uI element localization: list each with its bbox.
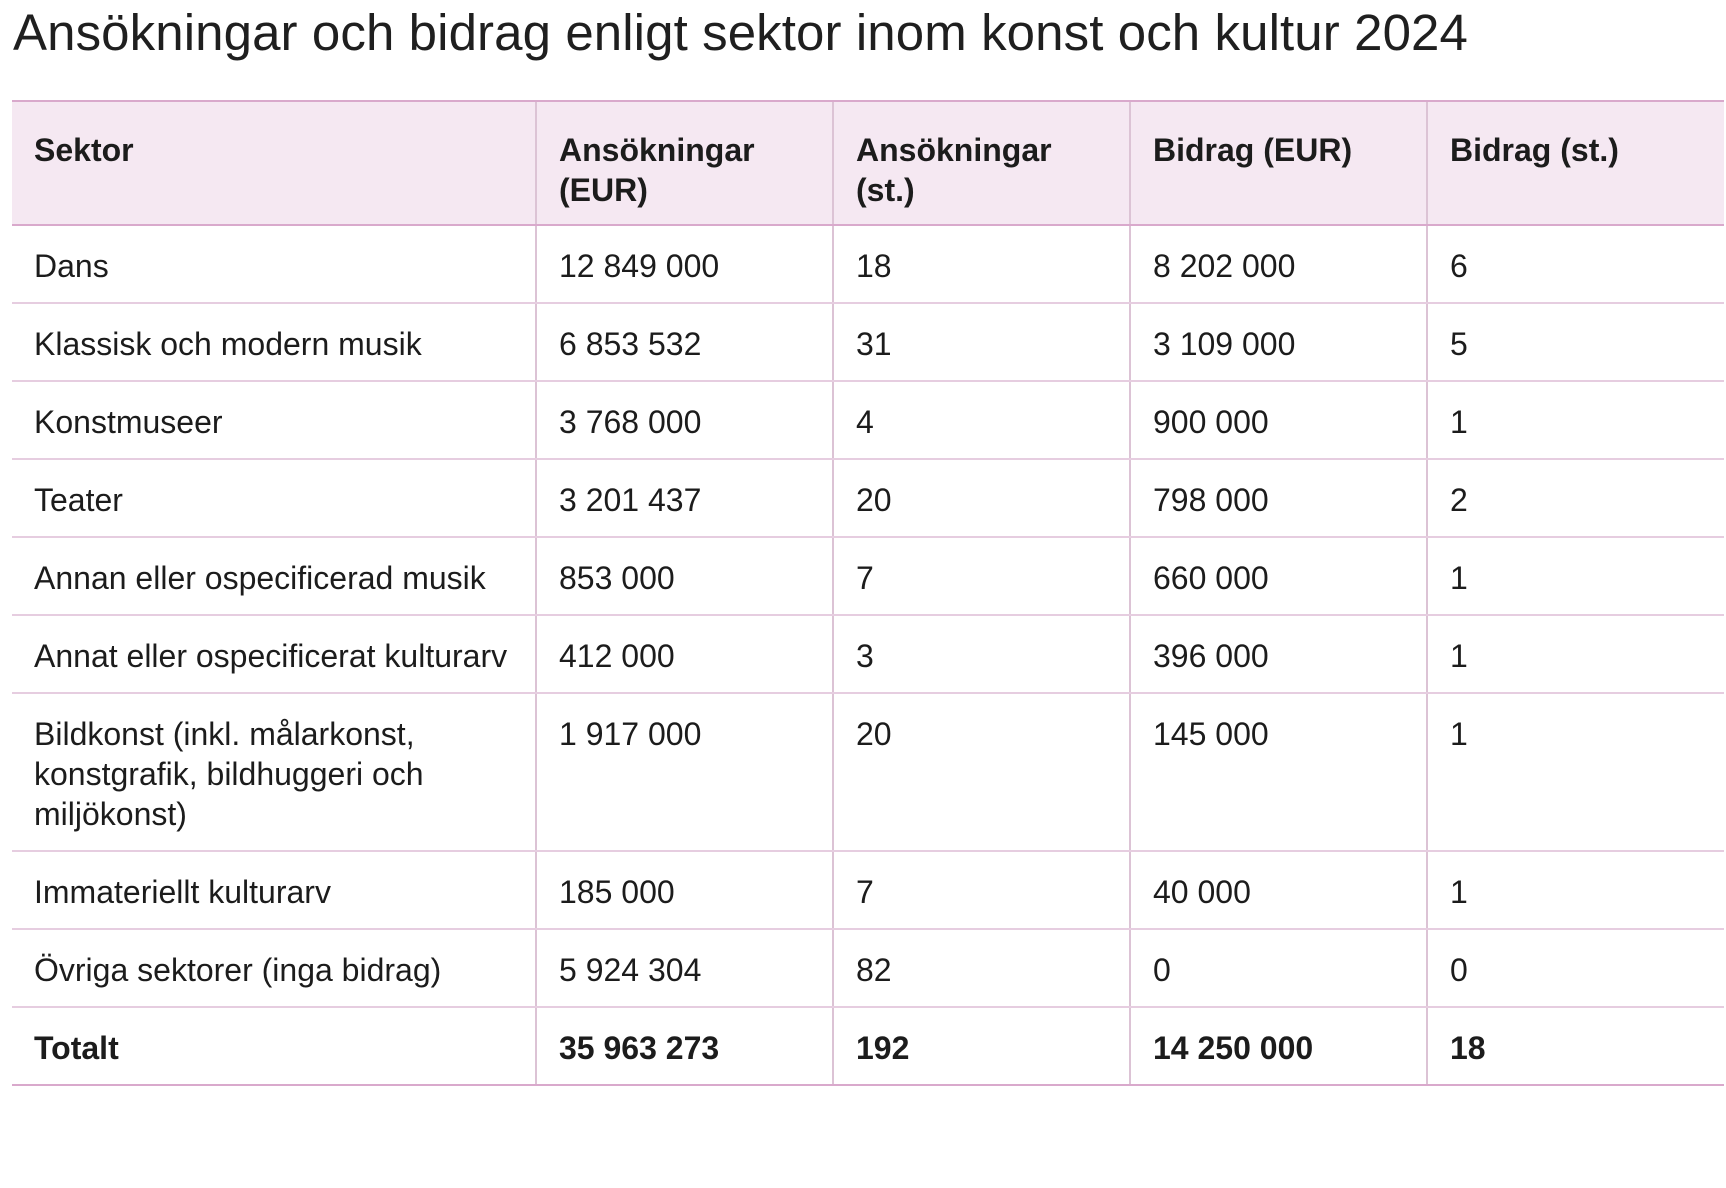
column-header-bidrag-st: Bidrag (st.) bbox=[1427, 101, 1724, 225]
cell-sektor: Immateriellt kulturarv bbox=[12, 851, 536, 929]
table-row bbox=[12, 225, 1724, 303]
cell-bidrag-st: 1 bbox=[1427, 381, 1724, 459]
cell-ansokningar-eur: 853 000 bbox=[536, 537, 833, 615]
table-row bbox=[12, 929, 1724, 1007]
total-bidrag-eur: 14 250 000 bbox=[1130, 1007, 1427, 1085]
column-header-ansokningar-st: Ansökningar (st.) bbox=[833, 101, 1130, 225]
cell-bidrag-eur: 900 000 bbox=[1130, 381, 1427, 459]
cell-bidrag-eur: 0 bbox=[1130, 929, 1427, 1007]
cell-ansokningar-st: 3 bbox=[833, 615, 1130, 693]
cell-ansokningar-st: 7 bbox=[833, 537, 1130, 615]
cell-ansokningar-eur: 5 924 304 bbox=[536, 929, 833, 1007]
cell-ansokningar-st: 31 bbox=[833, 303, 1130, 381]
cell-bidrag-st: 1 bbox=[1427, 615, 1724, 693]
cell-ansokningar-eur: 185 000 bbox=[536, 851, 833, 929]
cell-bidrag-eur: 8 202 000 bbox=[1130, 225, 1427, 303]
cell-ansokningar-st: 18 bbox=[833, 225, 1130, 303]
cell-bidrag-st: 1 bbox=[1427, 693, 1724, 851]
cell-sektor: Klassisk och modern musik bbox=[12, 303, 536, 381]
cell-sektor: Övriga sektorer (inga bidrag) bbox=[12, 929, 536, 1007]
cell-bidrag-st: 6 bbox=[1427, 225, 1724, 303]
cell-sektor: Konstmuseer bbox=[12, 381, 536, 459]
cell-ansokningar-st: 4 bbox=[833, 381, 1130, 459]
cell-bidrag-eur: 3 109 000 bbox=[1130, 303, 1427, 381]
table-row bbox=[12, 851, 1724, 929]
cell-bidrag-st: 5 bbox=[1427, 303, 1724, 381]
total-ansokningar-eur: 35 963 273 bbox=[536, 1007, 833, 1085]
total-row bbox=[12, 1007, 1724, 1085]
total-ansokningar-st: 192 bbox=[833, 1007, 1130, 1085]
cell-bidrag-st: 1 bbox=[1427, 851, 1724, 929]
cell-sektor: Annan eller ospecificerad musik bbox=[12, 537, 536, 615]
cell-ansokningar-st: 7 bbox=[833, 851, 1130, 929]
column-header-bidrag-eur: Bidrag (EUR) bbox=[1130, 101, 1427, 225]
cell-ansokningar-eur: 3 201 437 bbox=[536, 459, 833, 537]
total-bidrag-st: 18 bbox=[1427, 1007, 1724, 1085]
table-row bbox=[12, 381, 1724, 459]
table-row bbox=[12, 303, 1724, 381]
cell-bidrag-eur: 396 000 bbox=[1130, 615, 1427, 693]
cell-ansokningar-st: 20 bbox=[833, 693, 1130, 851]
cell-bidrag-eur: 145 000 bbox=[1130, 693, 1427, 851]
cell-ansokningar-eur: 1 917 000 bbox=[536, 693, 833, 851]
table-header-row bbox=[12, 101, 1724, 225]
cell-sektor: Annat eller ospecificerat kulturarv bbox=[12, 615, 536, 693]
page-title: Ansökningar och bidrag enligt sektor inom konst och kultur 2024 bbox=[13, 4, 1468, 61]
table-row bbox=[12, 693, 1724, 851]
sector-table bbox=[12, 100, 1724, 1086]
cell-bidrag-st: 1 bbox=[1427, 537, 1724, 615]
cell-ansokningar-eur: 6 853 532 bbox=[536, 303, 833, 381]
cell-ansokningar-eur: 12 849 000 bbox=[536, 225, 833, 303]
table-row bbox=[12, 537, 1724, 615]
table-row bbox=[12, 459, 1724, 537]
cell-ansokningar-eur: 3 768 000 bbox=[536, 381, 833, 459]
total-label: Totalt bbox=[12, 1007, 536, 1085]
cell-bidrag-st: 0 bbox=[1427, 929, 1724, 1007]
cell-bidrag-eur: 40 000 bbox=[1130, 851, 1427, 929]
cell-bidrag-st: 2 bbox=[1427, 459, 1724, 537]
cell-bidrag-eur: 660 000 bbox=[1130, 537, 1427, 615]
table-row bbox=[12, 615, 1724, 693]
column-header-sektor: Sektor bbox=[12, 101, 536, 225]
cell-ansokningar-eur: 412 000 bbox=[536, 615, 833, 693]
cell-bidrag-eur: 798 000 bbox=[1130, 459, 1427, 537]
cell-ansokningar-st: 82 bbox=[833, 929, 1130, 1007]
cell-sektor: Dans bbox=[12, 225, 536, 303]
column-header-ansokningar-eur: Ansökningar (EUR) bbox=[536, 101, 833, 225]
cell-ansokningar-st: 20 bbox=[833, 459, 1130, 537]
cell-sektor: Bildkonst (inkl. målarkonst, konstgrafik, bildhuggeri och miljökonst) bbox=[12, 693, 536, 851]
cell-sektor: Teater bbox=[12, 459, 536, 537]
